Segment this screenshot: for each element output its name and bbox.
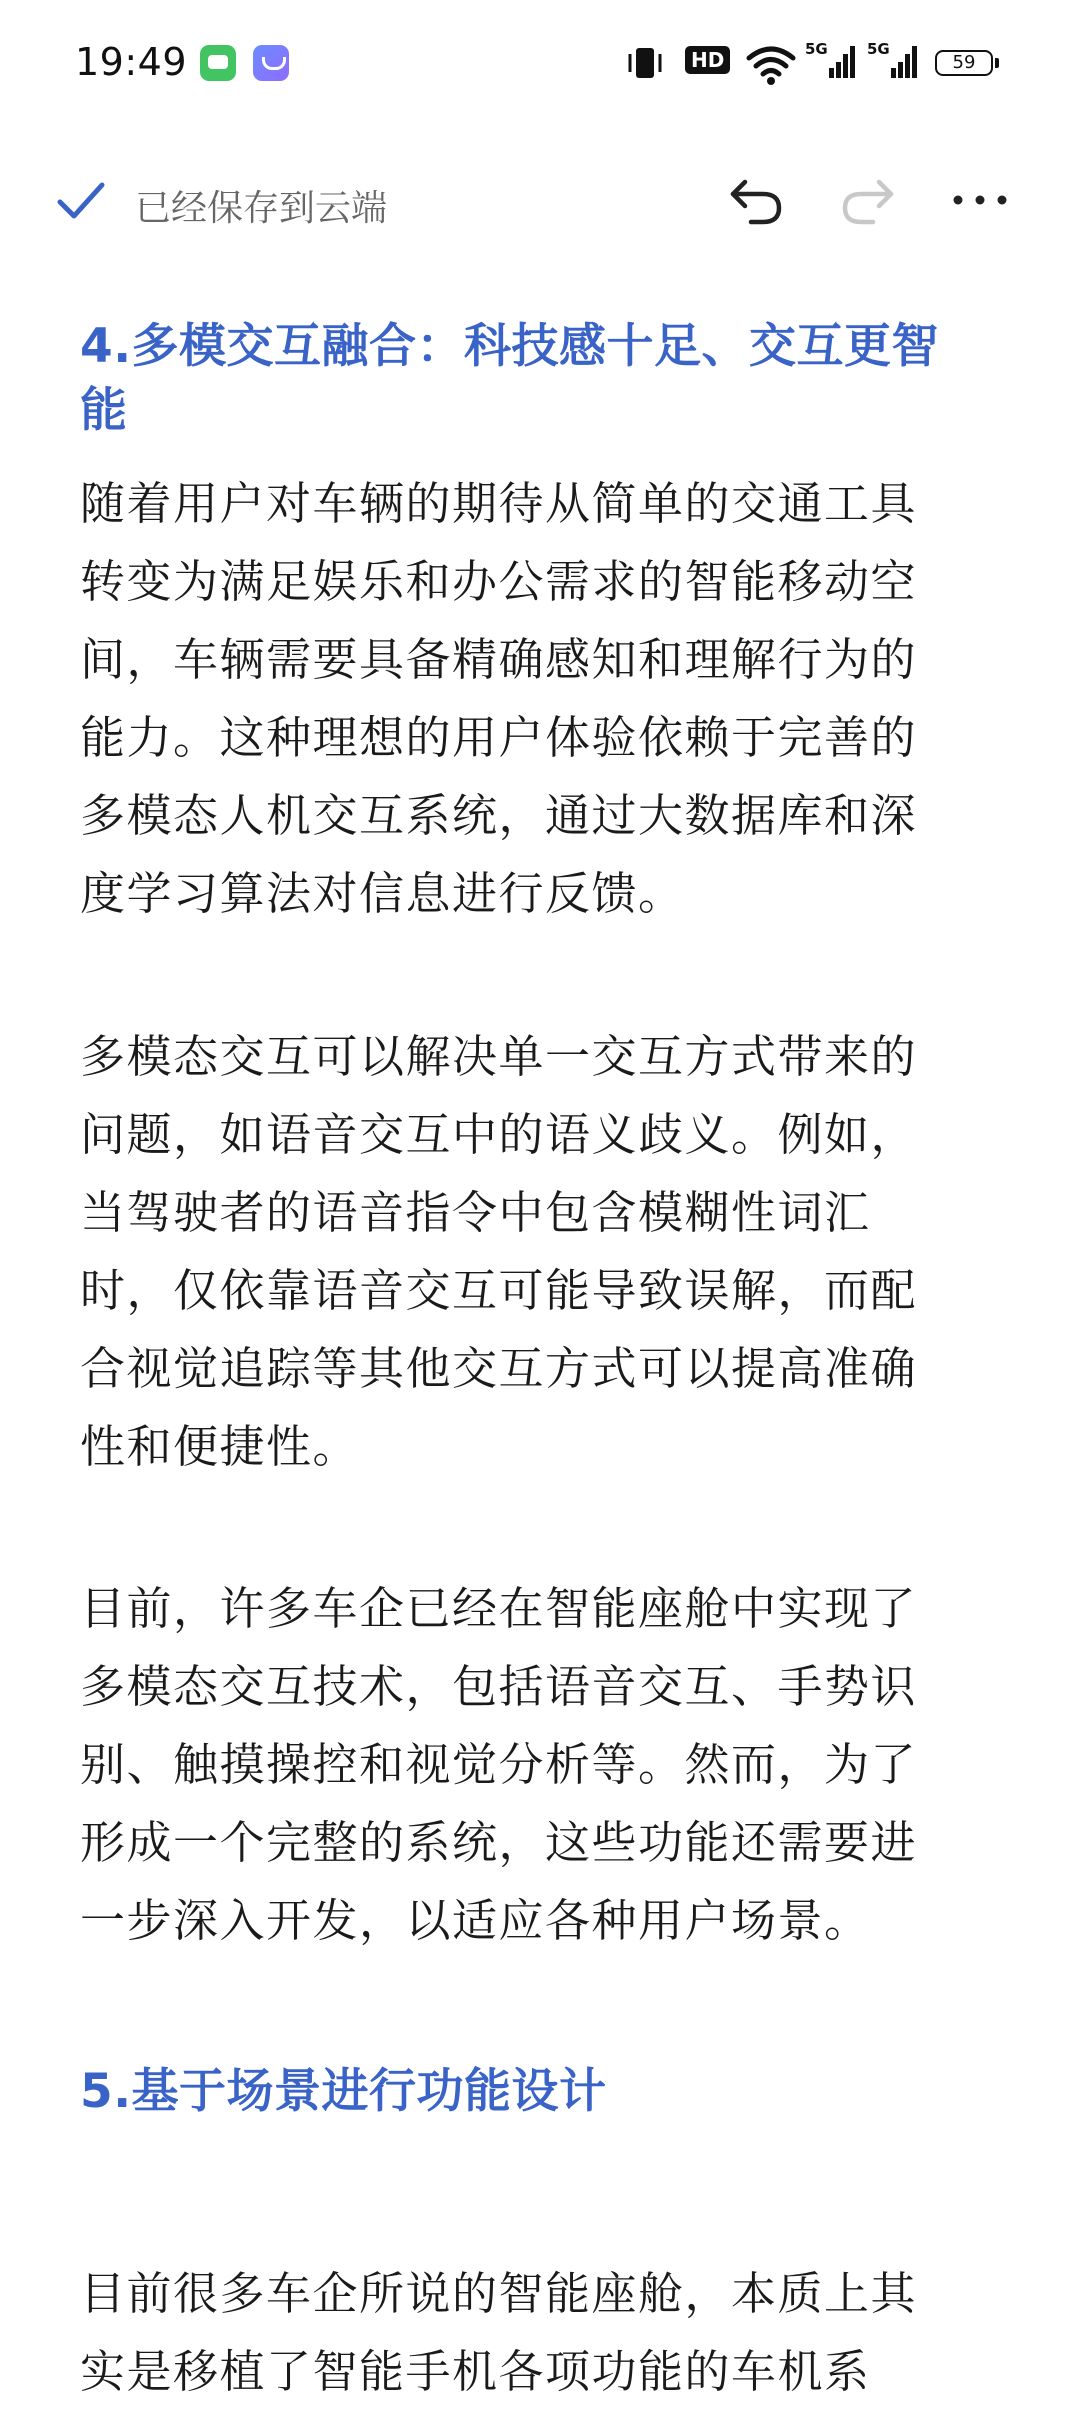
redo-icon bbox=[837, 170, 897, 230]
wifi-icon bbox=[745, 40, 797, 90]
more-options-button[interactable] bbox=[945, 165, 1015, 235]
messages-app-icon bbox=[200, 45, 236, 81]
signal-icon-sim1: 5G bbox=[805, 40, 855, 90]
paragraph: 随着用户对车辆的期待从简单的交通工具转变为满足娱乐和办公需求的智能移动空间，车辆需要具备精确感知和理解行为的能力。这种理想的用户体验依赖于完善的多模态人机交互系统，通过大数据库和深度学习算法对信息进行反馈。 bbox=[80, 477, 918, 920]
editor-toolbar bbox=[0, 130, 1080, 260]
undo-button[interactable] bbox=[722, 165, 792, 235]
undo-icon bbox=[727, 170, 787, 230]
paragraph: 多模态交互可以解决单一交互方式带来的问题，如语音交互中的语义歧义。例如，当驾驶者的语音指令中包含模糊性词汇时，仅依靠语音交互可能导致误解，而配合视觉追踪等其他交互方式可以提高准确性和便捷性。 bbox=[80, 1030, 918, 1473]
status-time: 19:49 bbox=[75, 40, 188, 84]
vibrate-icon bbox=[625, 40, 665, 90]
paragraph: 目前很多车企所说的智能座舱，本质上其实是移植了智能手机各项功能的车机系 bbox=[80, 2267, 918, 2398]
redo-button[interactable] bbox=[832, 165, 902, 235]
check-icon bbox=[55, 175, 107, 227]
signal-icon-sim2: 5G bbox=[867, 40, 917, 90]
app-notification-icon bbox=[253, 45, 289, 81]
more-dots-icon bbox=[950, 190, 1010, 210]
section-heading-5: 5.基于场景进行功能设计 bbox=[80, 2064, 607, 2119]
save-status-text: 已经保存到云端 bbox=[135, 188, 388, 229]
section-heading-4: 4.多模交互融合：科技感十足、交互更智能 bbox=[80, 319, 940, 438]
hd-voice-icon: HD bbox=[685, 40, 730, 90]
battery-level: 59 bbox=[935, 50, 993, 76]
status-bar bbox=[0, 0, 1080, 130]
paragraph: 目前，许多车企已经在智能座舱中实现了多模态交互技术，包括语音交互、手势识别、触摸操控和视觉分析等。然而，为了形成一个完整的系统，这些功能还需要进一步深入开发，以适应各种用户场景。 bbox=[80, 1582, 918, 1947]
